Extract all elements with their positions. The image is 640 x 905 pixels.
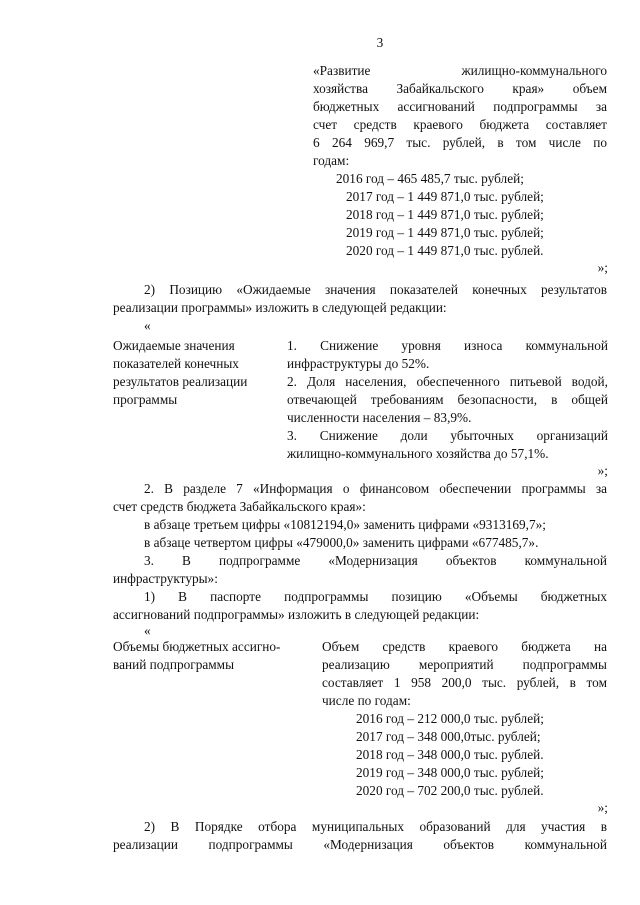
year-line: 2019 год – 1 449 871,0 тыс. рублей; <box>346 225 544 240</box>
text-line: «Развитие жилищно-коммунального <box>313 63 607 78</box>
year-line: 2017 год – 1 449 871,0 тыс. рублей; <box>346 189 544 204</box>
closing-quote: »; <box>597 463 608 478</box>
page-number: 3 <box>376 35 384 50</box>
text-line: реализацию мероприятий подпрограммы <box>322 657 607 672</box>
text-line: 1) В паспорте подпрограммы позицию «Объемы бюджетных <box>144 589 607 604</box>
text-line: отвечающей требованиям безопасности, в общей <box>287 392 608 407</box>
text-line: жилищно-коммунального хозяйства до 57,1%. <box>287 446 549 461</box>
text-line: в абзаце четвертом цифры «479000,0» заменить цифрами «677485,7». <box>144 535 539 550</box>
year-line: 2019 год – 348 000,0 тыс. рублей; <box>356 765 544 780</box>
text-line: инфраструктуры до 52%. <box>287 356 430 371</box>
text-line: 2) В Порядке отбора муниципальных образований для участия в <box>144 819 607 834</box>
text-line: 6 264 969,7 тыс. рублей, в том числе по <box>313 135 607 150</box>
year-line: 2020 год – 702 200,0 тыс. рублей. <box>356 783 544 798</box>
text-line: численности населения – 83,9%. <box>287 410 472 425</box>
text-line: ваний подпрограммы <box>113 657 235 672</box>
text-line: показателей конечных <box>113 356 239 371</box>
text-line: 2) Позицию «Ожидаемые значения показателей конечных результатов <box>144 282 607 297</box>
text-line: Объем средств краевого бюджета на <box>322 639 607 654</box>
text-line: 2. В разделе 7 «Информация о финансовом обеспечении программы за <box>144 481 607 496</box>
text-line: 1. Снижение уровня износа коммунальной <box>287 338 608 353</box>
text-line: 3. В подпрограмме «Модернизация объектов коммунальной <box>144 553 607 568</box>
text-line: 3. Снижение доли убыточных организаций <box>287 428 608 443</box>
text-line: 2. Доля населения, обеспеченного питьевой водой, <box>287 374 608 389</box>
opening-quote: « <box>144 623 151 638</box>
year-line: 2018 год – 1 449 871,0 тыс. рублей; <box>346 207 544 222</box>
text-line: реализации подпрограммы «Модернизация объектов коммунальной <box>113 837 607 852</box>
text-line: хозяйства Забайкальского края» объем <box>313 81 607 96</box>
text-line: бюджетных ассигнований подпрограммы за <box>313 99 607 114</box>
text-line: Объемы бюджетных ассигно- <box>113 639 281 654</box>
year-line: 2020 год – 1 449 871,0 тыс. рублей. <box>346 243 544 258</box>
text-line: составляет 1 958 200,0 тыс. рублей, в том <box>322 675 607 690</box>
text-line: реализации программы» изложить в следующей редакции: <box>113 300 447 315</box>
text-line: счет средств краевого бюджета составляет <box>313 117 607 132</box>
closing-quote: »; <box>597 260 608 275</box>
opening-quote: « <box>144 318 151 333</box>
text-line: результатов реализации <box>113 374 248 389</box>
text-line: Ожидаемые значения <box>113 338 235 353</box>
year-line: 2016 год – 212 000,0 тыс. рублей; <box>356 711 544 726</box>
closing-quote: »; <box>597 800 608 815</box>
text-line: числе по годам: <box>322 693 411 708</box>
text-line: в абзаце третьем цифры «10812194,0» заменить цифрами «9313169,7»; <box>144 517 546 532</box>
year-line: 2018 год – 348 000,0 тыс. рублей. <box>356 747 544 762</box>
text-line: ассигнований подпрограммы» изложить в следующей редакции: <box>113 607 480 622</box>
text-line: счет средств бюджета Забайкальского края»: <box>113 499 366 514</box>
text-line: годам: <box>313 153 350 168</box>
text-line: программы <box>113 392 178 407</box>
text-line: инфраструктуры»: <box>113 571 218 586</box>
year-line: 2016 год – 465 485,7 тыс. рублей; <box>336 171 524 186</box>
year-line: 2017 год – 348 000,0тыс. рублей; <box>356 729 541 744</box>
